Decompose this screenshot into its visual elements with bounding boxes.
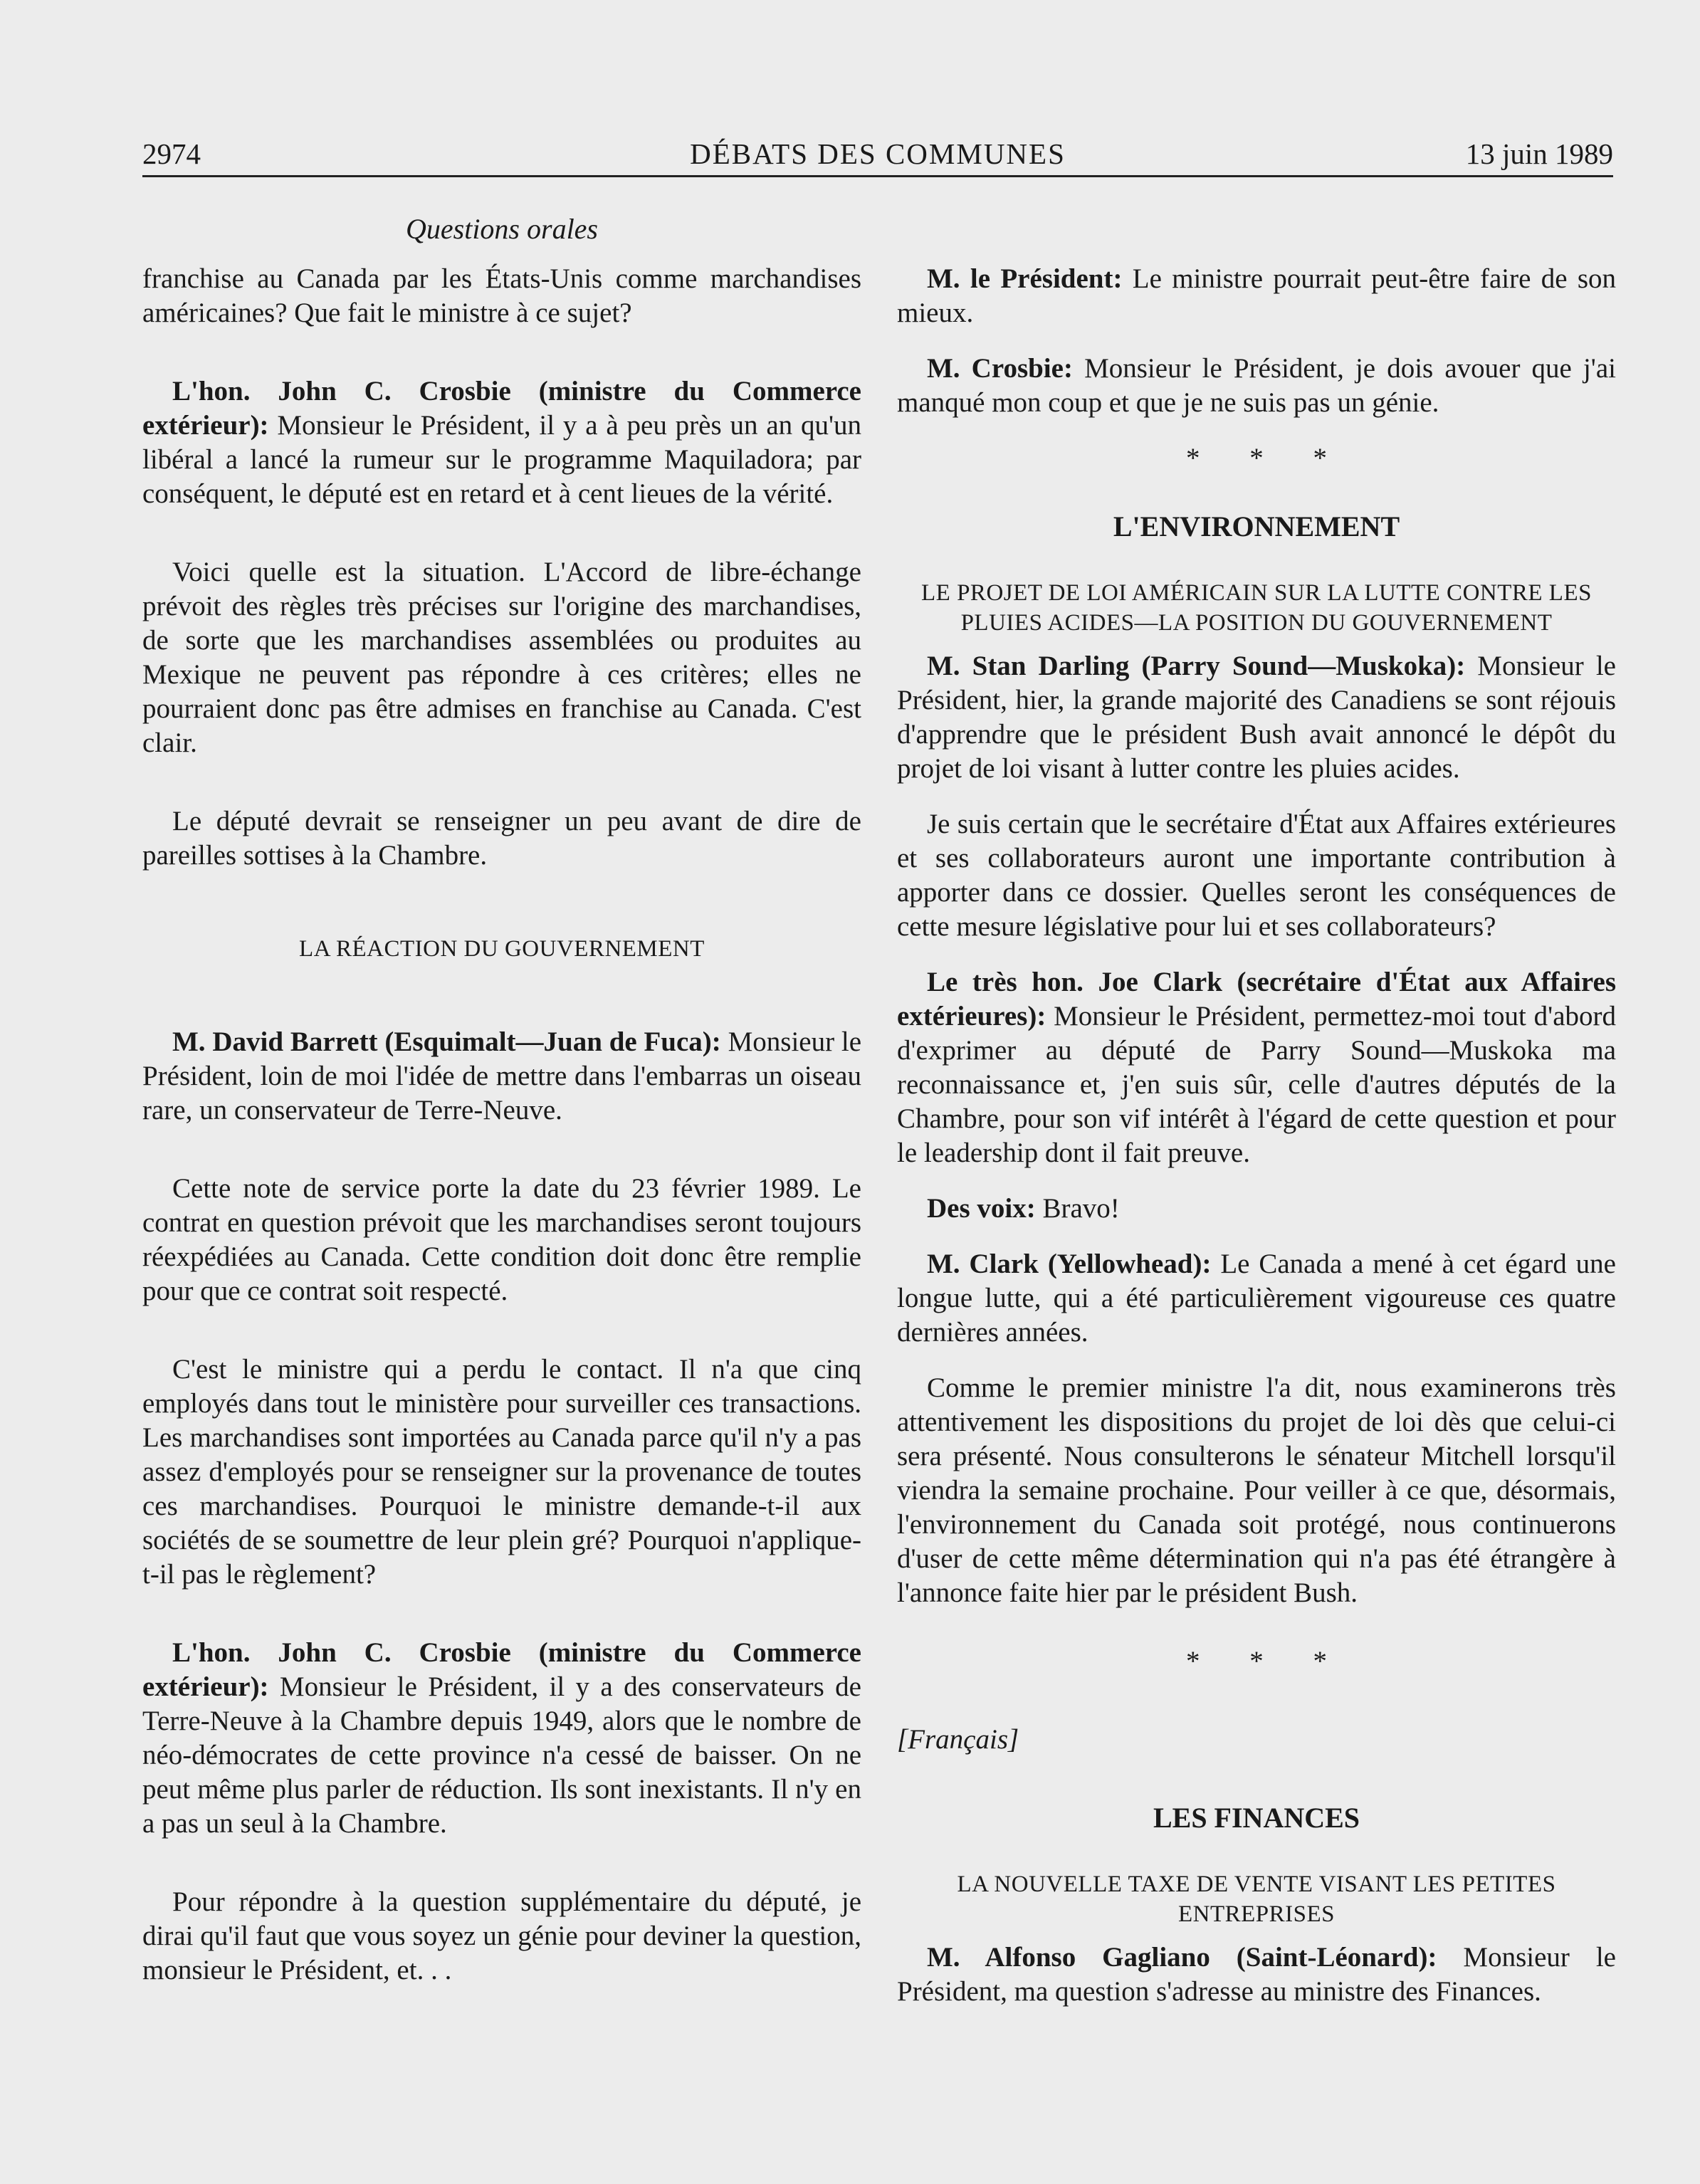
speaker: Le très hon. Joe Clark (secrétaire d'État aux Affaires extérieures): [897,967,1616,1031]
speech-text: Monsieur le Président, il y a à peu près un an qu'un libéral a lancé la rumeur sur le programme Maquiladora; par conséquent, le député est en retard et à cent lieues de la vérité. [142,410,861,509]
section-separator: * * * [1186,1646,1348,1676]
paragraph: C'est le ministre qui a perdu le contact. Il n'a que cinq employés dans tout le ministère pour surveiller ces transactions. Les marchandises sont importées au Canada parce qu'il n'y a pas assez d'employés pour se renseigner sur la provenance de toutes ces marchandises. Pourquoi le ministre demande-t-il aux sociétés de se soumettre de leur plein gré? Pourquoi n'applique-t-il pas le règlement? [142,1354,861,1590]
speech-text: Monsieur le Président, je dois avouer que j'ai manqué mon coup et que je ne suis pas un génie. [897,353,1616,418]
right-column [897,262,1616,2009]
paragraph [897,262,1616,330]
section-separator: * * * [1186,443,1348,473]
speaker: M. Stan Darling (Parry Sound—Muskoka): [927,651,1466,681]
speaker: M. Crosbie: [927,353,1073,384]
paragraph [142,1025,861,1128]
speech-text: Monsieur le Président, loin de moi l'idée de mettre dans l'embarras un oiseau rare, un conservateur de Terre-Neuve. [142,1027,862,1125]
page-number: 2974 [142,137,201,170]
paragraph [897,965,1616,1170]
speaker: M. Alfonso Gagliano (Saint-Léonard): [927,1942,1437,1973]
paragraph: Cette note de service porte la date du 23 février 1989. Le contrat en question prévoit que les marchandises seront toujours réexpédiées au Canada. Cette condition doit donc être remplie pour que ce contrat soit respecté. [142,1173,861,1306]
paragraph [897,1247,1616,1350]
speech-text: Le ministre pourrait peut-être faire de son mieux. [897,263,1617,328]
paragraph [142,1636,861,1841]
paragraph [897,1192,1616,1226]
paragraph: Le député devrait se renseigner un peu avant de dire de pareilles sottises à la Chambre. [142,806,861,871]
sitting-date: 13 juin 1989 [1465,137,1613,170]
speech-text: Bravo! [1035,1193,1120,1224]
paragraph: Pour répondre à la question supplémentaire du député, je dirai qu'il faut que vous soyez un génie pour deviner la question, monsieur le Président, et. . . [142,1886,861,1985]
subheading: LA NOUVELLE TAXE DE VENTE VISANT LES PETITES ENTREPRISES [957,1871,1556,1927]
subheading: LE PROJET DE LOI AMÉRICAIN SUR LA LUTTE CONTRE LES PLUIES ACIDES—LA POSITION DU GOUVERNEMENT [921,580,1592,636]
page-header [142,132,1613,177]
paragraph [897,649,1616,786]
subheading: LA RÉACTION DU GOUVERNEMENT [299,936,705,962]
paragraph: Comme le premier ministre l'a dit, nous examinerons très attentivement les dispositions du projet de loi dès que celui-ci sera présenté. Nous consulterons le sénateur Mitchell lorsqu'il viendra la semaine prochaine. Pour veiller à ce que, désormais, l'environnement du Canada soit protégé, nous continuerons d'user de cette même détermination qui n'a pas été étrangère à l'annonce faite hier par le président Bush. [897,1372,1616,1608]
section-heading: L'ENVIRONNEMENT [1113,510,1400,542]
paragraph: franchise au Canada par les États-Unis comme marchandises américaines? Que fait le ministre à ce sujet? [142,263,861,328]
speech-text: Monsieur le Président, il y a des conservateurs de Terre-Neuve à la Chambre depuis 1949, alors que le nombre de néo-démocrates de cette province n'a cessé de baisser. On ne peut même plus parler de réduction. Ils sont inexistants. Il n'y en a pas un seul à la Chambre. [142,1671,861,1839]
speaker: M. Clark (Yellowhead): [927,1249,1212,1279]
speech-text: Monsieur le Président, permettez-moi tout d'abord d'exprimer au député de Parry Sound—Muskoka ma reconnaissance et, j'en suis sûr, celle d'autres députés de la Chambre, pour son vif intérêt à l'égard de cette question et pour le leadership dont il fait preuve. [897,1001,1616,1168]
language-note: [Français] [897,1724,1019,1755]
left-column [142,262,861,1988]
paragraph: Voici quelle est la situation. L'Accord de libre-échange prévoit des règles très précises sur l'origine des marchandises, de sorte que les marchandises assemblées ou produites au Mexique ne peuvent pas répondre à ces critères; elles ne pourraient donc pas être admises en franchise au Canada. C'est clair. [142,557,861,758]
paragraph [897,1941,1616,2009]
paragraph: Je suis certain que le secrétaire d'État aux Affaires extérieures et ses collaborateurs auront une importante contribution à apporter dans ce dossier. Quelles seront les conséquences de cette mesure législative pour lui et ses collaborateurs? [897,809,1616,942]
running-head: Questions orales [406,213,598,245]
speech-text: Le Canada a mené à cet égard une longue lutte, qui a été particulièrement vigoureuse ces quatre dernières années. [897,1249,1616,1348]
speaker: L'hon. John C. Crosbie (ministre du Commerce extérieur): [142,1637,861,1702]
speech-text: Monsieur le Président, hier, la grande majorité des Canadiens se sont réjouis d'apprendre que le président Bush avait annoncé le dépôt du projet de loi visant à lutter contre les pluies acides. [897,651,1616,784]
publication-title: DÉBATS DES COMMUNES [690,137,1066,170]
section-heading: LES FINANCES [1153,1802,1360,1834]
speaker: L'hon. John C. Crosbie (ministre du Commerce extérieur): [142,376,861,441]
speaker: Des voix: [927,1193,1036,1224]
paragraph [897,352,1616,420]
speaker: M. le Président: [927,263,1123,294]
speech-text: Monsieur le Président, ma question s'adresse au ministre des Finances. [897,1942,1616,2007]
paragraph [142,374,861,511]
speaker: M. David Barrett (Esquimalt—Juan de Fuca): [172,1027,721,1057]
